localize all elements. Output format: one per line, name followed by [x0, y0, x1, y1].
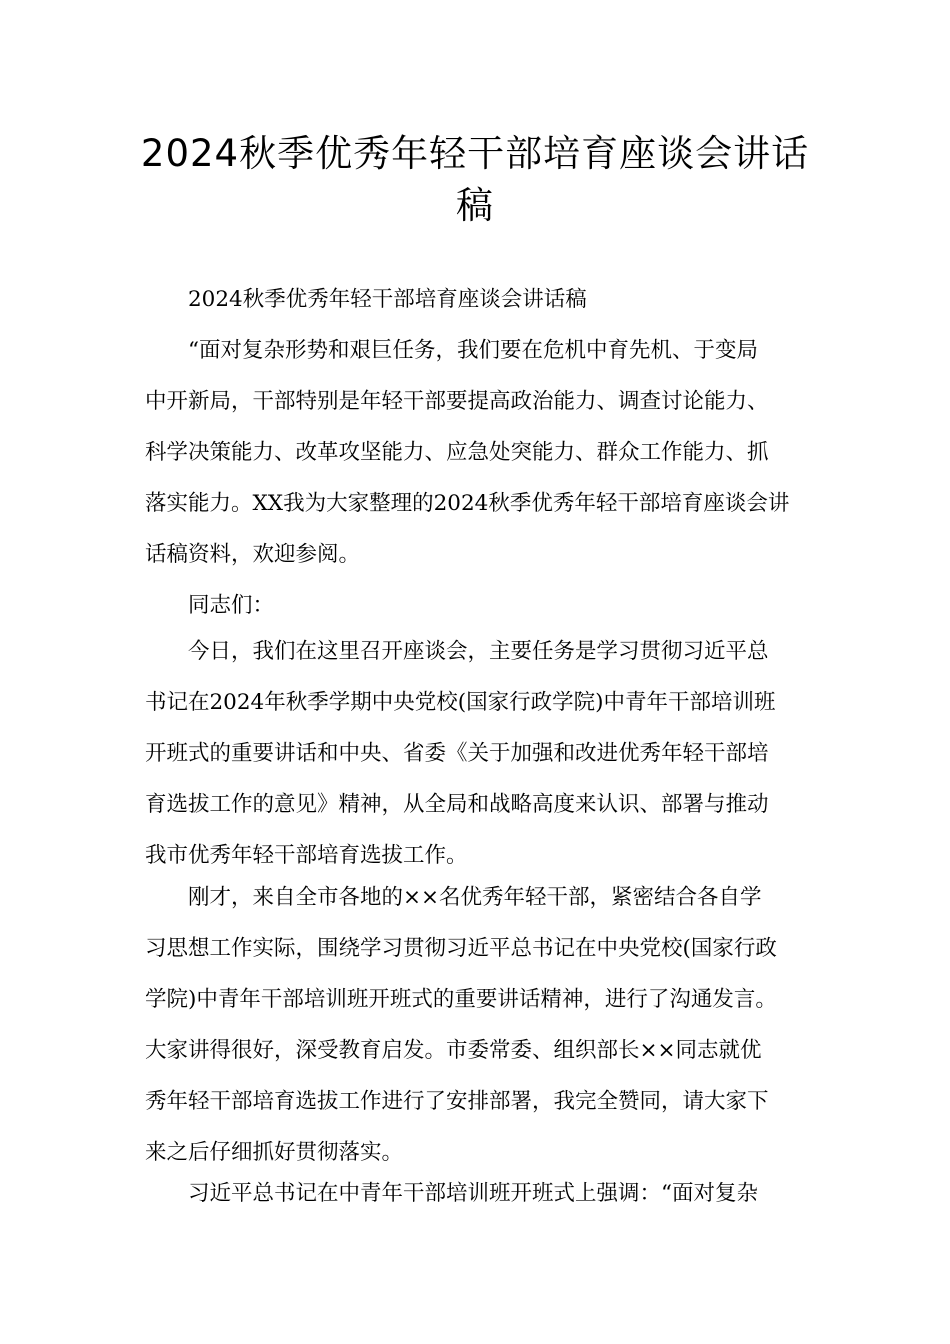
paragraph-just-now: [145, 872, 805, 1178]
paragraph-line: 科学决策能力、改革攻坚能力、应急处突能力、群众工作能力、抓: [145, 440, 769, 465]
paragraph-line: 习思想工作实际，围绕学习贯彻习近平总书记在中央党校(国家行政: [145, 936, 777, 961]
paragraph-line: 大家讲得很好，深受教育启发。市委常委、组织部长××同志就优: [145, 1038, 762, 1063]
paragraph-line: 落实能力。XX我为大家整理的2024秋季优秀年轻干部培育座谈会讲: [145, 491, 790, 516]
document-title-line-1: 2024秋季优秀年轻干部培育座谈会讲话: [140, 132, 810, 175]
paragraph-line: 话稿资料，欢迎参阅。: [145, 542, 361, 567]
paragraph-line: 中开新局，干部特别是年轻干部要提高政治能力、调查讨论能力、: [145, 389, 769, 414]
paragraph-line: 秀年轻干部培育选拔工作进行了安排部署，我完全赞同，请大家下: [145, 1089, 769, 1114]
document-title-line-2: 稿: [456, 184, 494, 227]
paragraph-line: 刚才，来自全市各地的××名优秀年轻干部，紧密结合各自学: [188, 885, 762, 910]
paragraph-intro: [145, 325, 805, 580]
paragraph-line: “面对复杂形势和艰巨任务，我们要在危机中育先机、于变局: [188, 338, 758, 363]
subtitle-text: 2024秋季优秀年轻干部培育座谈会讲话稿: [188, 287, 587, 312]
paragraph-line: 我市优秀年轻干部培育选拔工作。: [145, 843, 468, 868]
paragraph-today: [145, 626, 805, 881]
paragraph-line: 书记在2024年秋季学期中央党校(国家行政学院)中青年干部培训班: [145, 690, 776, 715]
greeting-text: 同志们：: [188, 593, 275, 618]
document-subtitle: [145, 274, 848, 325]
paragraph-line: 开班式的重要讲话和中央、省委《关于加强和改进优秀年轻干部培: [145, 741, 769, 766]
greeting: [145, 580, 848, 631]
paragraph-line: 学院)中青年干部培训班开班式的重要讲话精神，进行了沟通发言。: [145, 987, 777, 1012]
paragraph-line: 育选拔工作的意见》精神，从全局和战略高度来认识、部署与推动: [145, 792, 769, 817]
paragraph-line: 习近平总书记在中青年干部培训班开班式上强调：“面对复杂: [188, 1181, 758, 1206]
paragraph-line: 来之后仔细抓好贯彻落实。: [145, 1140, 404, 1165]
paragraph-line: 今日，我们在这里召开座谈会，主要任务是学习贯彻习近平总: [188, 639, 769, 664]
paragraph-emphasis: [145, 1168, 805, 1219]
